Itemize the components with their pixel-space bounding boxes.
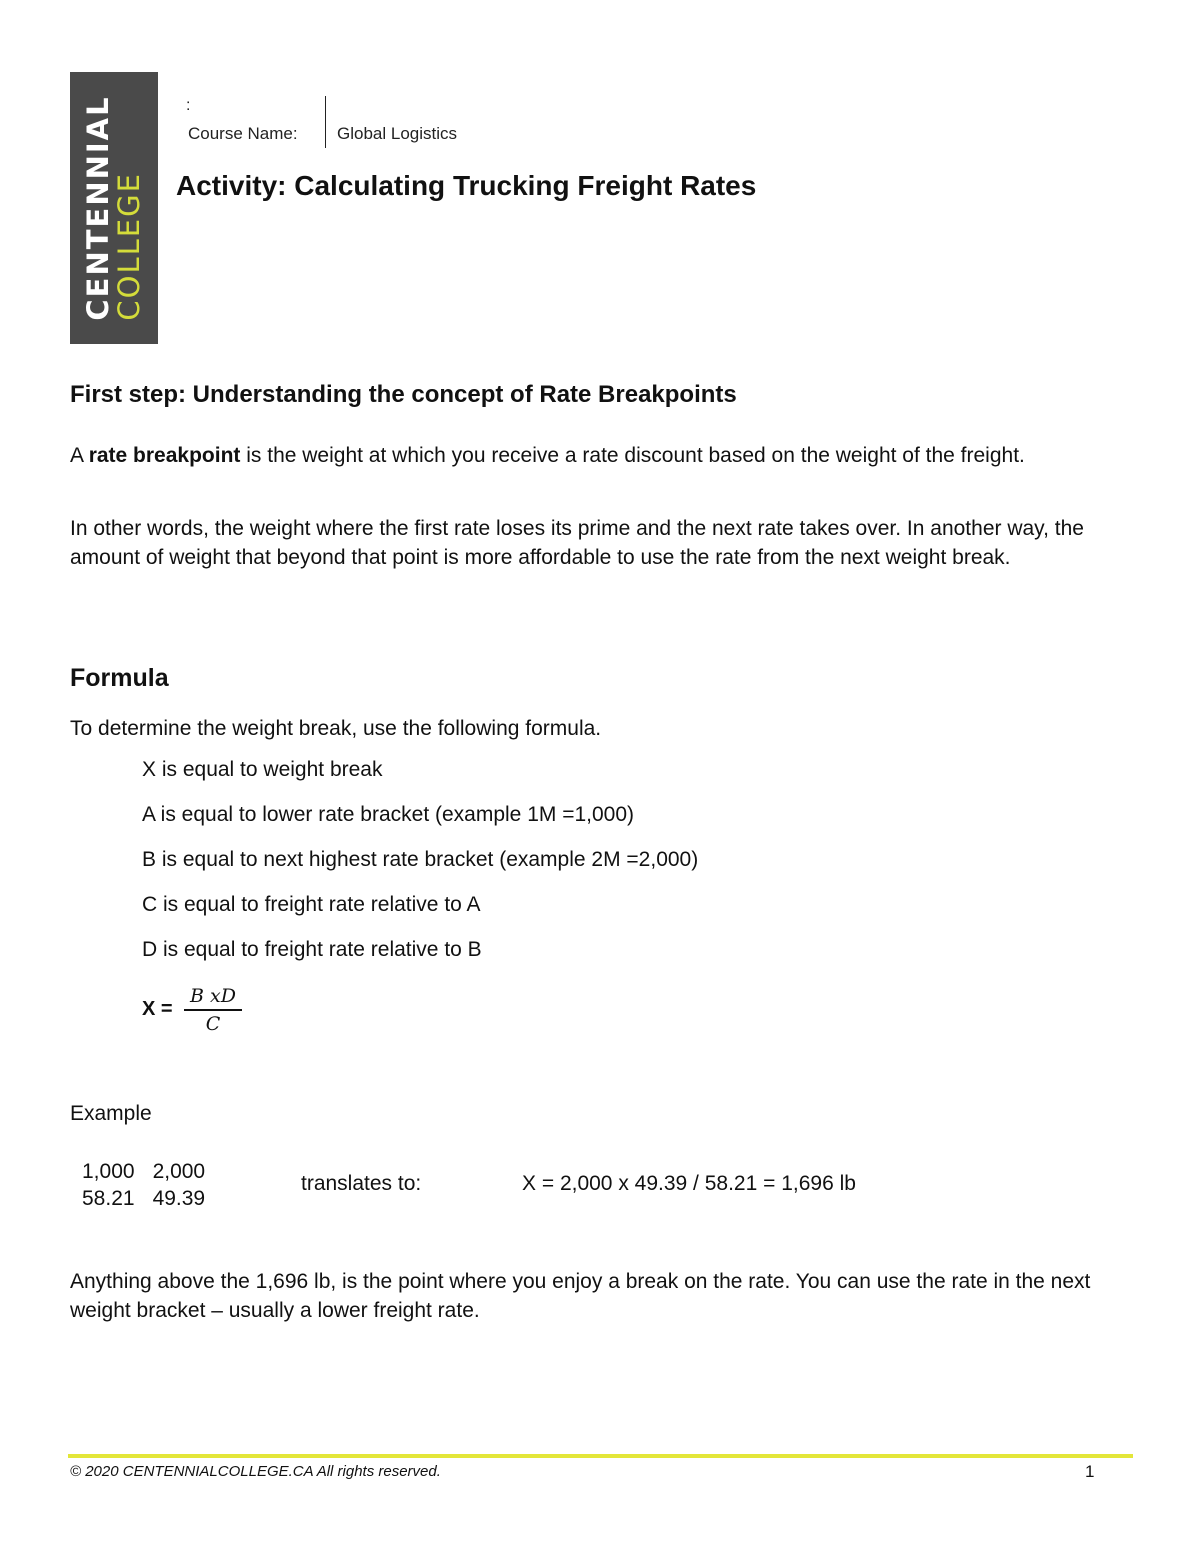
page-number: 1	[1085, 1462, 1095, 1481]
section-heading-formula: Formula	[70, 664, 169, 692]
logo-word-centennial: CENTENNIAL	[81, 95, 115, 321]
formula-fraction	[184, 984, 242, 1035]
header-colon: :	[186, 97, 191, 114]
footer-copyright: © 2020 CENTENNIALCOLLEGE.CA All rights reserved.	[70, 1463, 441, 1480]
definition-c: C is equal to freight rate relative to A	[142, 893, 481, 916]
formula-intro: To determine the weight break, use the following formula.	[70, 717, 602, 740]
definition-d: D is equal to freight rate relative to B	[142, 938, 482, 961]
formula-denominator: C	[205, 1013, 221, 1035]
section-heading-breakpoints: First step: Understanding the concept of Rate Breakpoints	[70, 381, 737, 408]
table-cell: 49.39	[152, 1187, 206, 1210]
example-result: X = 2,000 x 49.39 / 58.21 = 1,696 lb	[522, 1172, 856, 1195]
table-cell: 2,000	[152, 1160, 206, 1183]
translates-label: translates to:	[301, 1172, 422, 1195]
logo-word-college: COLLEGE	[112, 172, 146, 321]
example-label: Example	[70, 1102, 152, 1125]
logo-wordmark	[83, 95, 145, 320]
college-logo	[70, 72, 158, 344]
formula-numerator: B xD	[190, 985, 236, 1007]
table-cell: 58.21	[82, 1187, 135, 1210]
definition-x: X is equal to weight break	[142, 758, 383, 781]
definition-b: B is equal to next highest rate bracket (example 2M =2,000)	[142, 848, 699, 871]
paragraph-explanation: In other words, the weight where the first rate loses its prime and the next rate takes over. In another way, the amount of weight that beyond that point is more affordable to use the rate from the next weight break.	[70, 517, 1084, 569]
course-name-value: Global Logistics	[337, 124, 458, 143]
definition-a: A is equal to lower rate bracket (example 1M =1,000)	[142, 803, 635, 826]
course-divider	[325, 96, 326, 148]
paragraph-definition	[70, 441, 1135, 470]
table-row	[82, 1158, 223, 1185]
definition-text-post: is the weight at which you receive a rate discount based on the weight of the freight.	[240, 444, 1025, 467]
footer-divider	[68, 1454, 1133, 1458]
formula-lhs: X =	[142, 998, 173, 1020]
example-rate-table	[82, 1158, 223, 1212]
definition-term: rate breakpoint	[88, 444, 241, 467]
paragraph-conclusion: Anything above the 1,696 lb, is the point where you enjoy a break on the rate. You can use the rate in the next weight bracket – usually a lower freight rate.	[70, 1270, 1091, 1322]
definition-text-pre: A	[70, 444, 89, 467]
course-name-label: Course Name:	[188, 124, 298, 143]
table-row	[82, 1185, 223, 1212]
activity-title: Activity: Calculating Trucking Freight Rates	[176, 170, 757, 201]
table-cell: 1,000	[82, 1160, 135, 1183]
fraction-bar	[184, 1009, 242, 1011]
